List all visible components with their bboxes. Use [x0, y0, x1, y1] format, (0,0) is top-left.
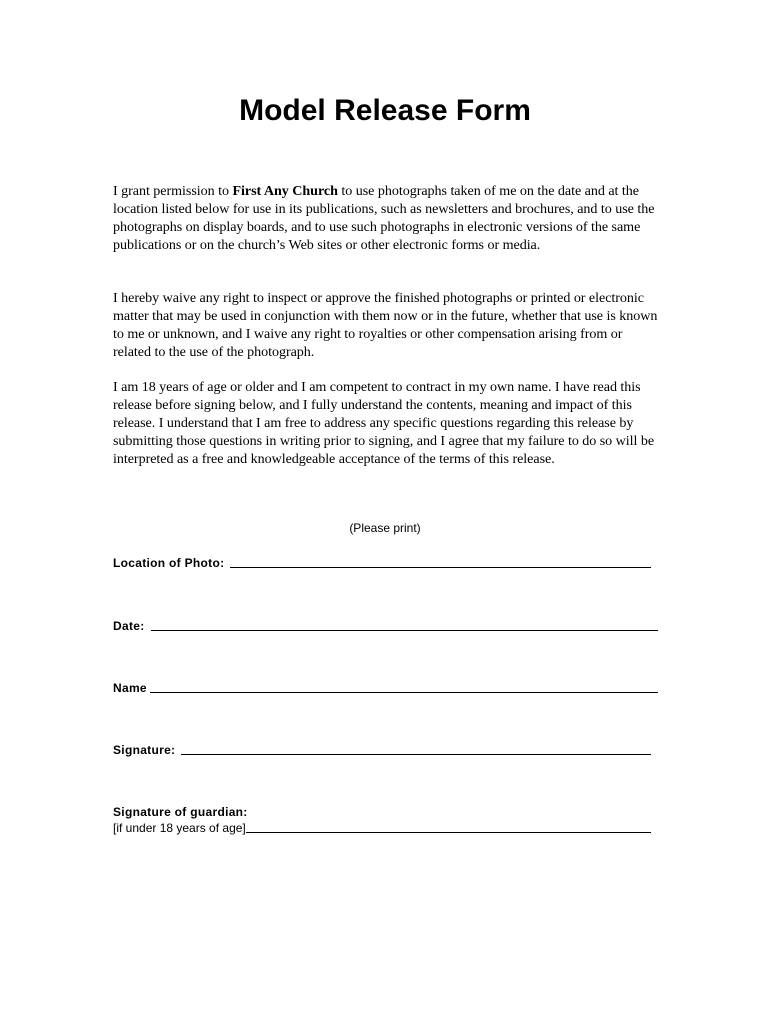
signature-input-line[interactable]	[181, 742, 651, 755]
waiver-paragraph: I hereby waive any right to inspect or approve the finished photographs or printed or electronic matter that may be used in conjunction with them now or in the future, whether that use is known to me or unknown, and I waive any right to royalties or other compensation arising from or related to the use of the photograph.	[113, 290, 658, 360]
name-input-line[interactable]	[150, 680, 658, 693]
guardian-age-note: [if under 18 years of age]	[113, 821, 246, 835]
location-field	[113, 555, 651, 571]
page-title: Model Release Form	[239, 94, 531, 127]
date-input-line[interactable]	[151, 618, 658, 631]
name-field	[113, 680, 658, 696]
guardian-signature-input-line[interactable]	[246, 820, 651, 833]
organization-name: First Any Church	[232, 183, 338, 199]
signature-label: Signature:	[113, 743, 176, 757]
age-consent-paragraph: I am 18 years of age or older and I am competent to contract in my own name. I have read this release before signing below, and I fully understand the contents, meaning and impact of this release. I understand that I am free to address any specific questions regarding this release by submitting those questions in writing prior to signing, and I agree that my failure to do so will be interpreted as a free and knowledgeable acceptance of the terms of this release.	[113, 379, 655, 467]
signature-field	[113, 742, 651, 758]
name-label: Name	[113, 681, 147, 695]
date-field	[113, 618, 658, 634]
guardian-signature-label: Signature of guardian:	[113, 805, 248, 819]
permission-paragraph	[113, 182, 659, 254]
location-label: Location of Photo:	[113, 556, 225, 570]
permission-text-end: to use photographs taken of me on the date and at the location listed below for use in its publications, such as newsletters and brochures, and to use the photographs on display boards, and to use such photographs in electronic versions of the same publications or on the church’s Web sites or other electronic forms or media.	[113, 183, 655, 253]
location-input-line[interactable]	[230, 555, 651, 568]
guardian-signature-field	[113, 820, 651, 836]
date-label: Date:	[113, 619, 145, 633]
permission-text-start: I grant permission to	[113, 183, 233, 199]
please-print-note: (Please print)	[349, 521, 421, 535]
